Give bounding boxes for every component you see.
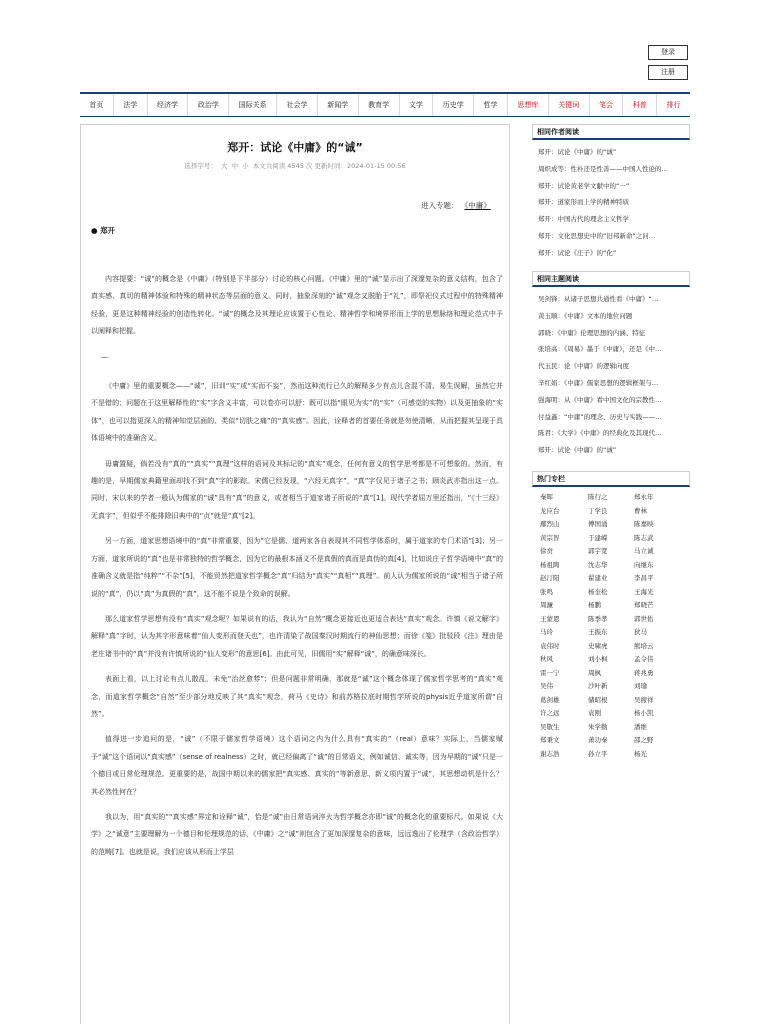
nav-item[interactable]: 关键词	[549, 94, 590, 116]
column-author-link[interactable]: 储昭根	[588, 695, 608, 704]
related-author-item[interactable]: 郑开：试论《中庸》的“诚”	[538, 148, 617, 156]
related-author-item[interactable]: 郑开：试论《庄子》的“化”	[538, 248, 617, 257]
column-author-link[interactable]: 鄢烈山	[540, 520, 560, 528]
nav-item[interactable]: 思想库	[508, 94, 549, 116]
related-author-item[interactable]: 郑开：中国古代的理念主义哲学	[538, 215, 629, 224]
column-author-link[interactable]: 龙应台	[540, 506, 560, 515]
nav-item[interactable]: 笔会	[590, 94, 624, 116]
column-author-link[interactable]: 王海光	[634, 587, 654, 596]
column-author-link[interactable]: 刘瑜	[634, 682, 647, 690]
login-area	[648, 45, 688, 60]
article-meta	[81, 161, 509, 170]
column-author-link[interactable]: 史啸虎	[588, 641, 608, 650]
related-topic-list	[532, 287, 690, 463]
column-author-link[interactable]: 周濂	[540, 601, 553, 609]
column-author-link[interactable]: 周枫	[588, 668, 601, 677]
font-size-label: 选择字号：	[184, 162, 217, 170]
column-author-link[interactable]: 傅国涌	[588, 520, 608, 528]
column-author-link[interactable]: 张鸣	[540, 587, 553, 596]
column-author-link[interactable]: 郑晓芒	[634, 601, 654, 609]
nav-item[interactable]: 法学	[114, 94, 148, 116]
column-author-link[interactable]: 袁刚	[588, 709, 601, 717]
column-author-link[interactable]: 翟建业	[588, 574, 608, 582]
column-author-link[interactable]: 狄马	[634, 628, 647, 636]
related-author-panel	[532, 124, 690, 266]
column-author-link[interactable]: 朱学勤	[588, 722, 608, 731]
login-button[interactable]: 登录	[648, 45, 688, 60]
column-author-link[interactable]: 吴伟	[540, 682, 553, 690]
hot-columns-grid	[532, 487, 690, 765]
column-author-link[interactable]: 雷一宁	[540, 668, 560, 677]
nav-item[interactable]: 科普	[623, 94, 657, 116]
article-paragraph: 值得进一步追问的是，“诚”（不限于儒家哲学语境）这个语词之内为什么具有“真实的”（real）意味？实际上，当儒家赋予“诚”这个语词以“真实感”（sense of realness）之时，就已经偏离了“诚”的日常语义，例如诚信、诚实等，因为早期的“诚”只是一个德目或日常伦理规范。更重要的是，战国中期以来的儒家把“真实感、真实的”等新意思、新义项内置于“诚”，其思想动机是什么？其必然性何在？	[91, 735, 503, 796]
article-title: 郑开：试论《中庸》的“诚”	[227, 141, 363, 154]
nav-item[interactable]: 政治学	[188, 94, 229, 116]
related-author-item[interactable]: 郑开：试论黄老学文献中的“一”	[538, 181, 630, 190]
column-author-link[interactable]: 陈嘉映	[634, 520, 654, 528]
column-author-link[interactable]: 吴敬生	[540, 722, 560, 731]
column-author-link[interactable]: 郑秉文	[540, 736, 560, 744]
column-author-link[interactable]: 葛剑雄	[540, 695, 560, 704]
article-paragraph: 《中庸》里的重要概念——“诚”，旧训“实”或“实而不妄”，然而这种流行已久的解释多少有点儿含混不清、易生误解，虽然它并不是错的；问题在于这里解释性的“实”字含义丰富，可以卷亦可以舒：既可以指“眼见为实”的“实”（可感觉的实物）以及更抽象的“实体”，也可以指更深入的精神知觉层面的、类似“切肤之痛”的“真实感”。因此，诠释者的首要任务就是勿使清晰，从而把握其呈现于具体语境中的准确含义。	[91, 382, 503, 443]
article-body	[91, 271, 503, 869]
column-author-link[interactable]: 赵汀阳	[540, 574, 560, 582]
column-author-link[interactable]: 熊培云	[634, 641, 654, 650]
column-author-link[interactable]: 马立诚	[634, 547, 654, 555]
column-author-link[interactable]: 丁学良	[588, 506, 608, 515]
article-paragraph: 我以为，用“真实的”“真实感”界定和诠释“诚”，恰是“诚”由日常语词淬火为哲学概念亦即“诚”的概念化的重要标尺。如果说《大学》之“诚意”主要理解为一个德目和伦理规范的话，《中庸》之“诚”则包含了更加深邃复杂的意味，远远逸出了伦理学（含政治哲学）的范畴[7]。也就是说，我们应该从形而上学层	[91, 812, 503, 856]
column-author-link[interactable]: 秦晖	[540, 493, 553, 501]
column-author-link[interactable]: 沙叶新	[588, 682, 608, 690]
nav-item[interactable]: 首页	[80, 94, 114, 116]
column-author-link[interactable]: 杨祖陶	[540, 560, 560, 569]
article-paragraph: 表面上看，以上讨论有点儿散乱，未免“治丝愈棼”；但是问题非常明确，那就是“诚”这个概念体现了儒家哲学思考的“真实”观念，而道家哲学概念“自然”至少部分地反映了其“真实”观念，荷马《史诗》和前苏格拉底时期哲学所说的physis近乎道家所谓“自然”。	[91, 675, 503, 718]
related-topic-title: 相同主题阅读	[532, 271, 690, 287]
column-author-link[interactable]: 秋风	[540, 655, 553, 663]
column-author-link[interactable]: 向继东	[634, 560, 654, 569]
column-author-link[interactable]: 潘维	[634, 722, 647, 731]
related-topic-item[interactable]: 郑开：试论《中庸》的“诚”	[538, 446, 617, 455]
column-author-link[interactable]: 刘小枫	[588, 655, 608, 663]
column-author-link[interactable]: 黄宗智	[540, 533, 560, 542]
register-area	[648, 65, 688, 80]
nav-item[interactable]: 国际关系	[229, 94, 277, 116]
font-size-small[interactable]: 小	[242, 162, 249, 170]
nav-item[interactable]: 哲学	[474, 94, 508, 116]
related-author-item[interactable]: 郑开：文化思想史中的“旧邦新命”之问…	[538, 231, 656, 240]
column-author-link[interactable]: 杨鹏	[588, 601, 601, 609]
related-topic-item[interactable]: 陈君：《大学》《中庸》的经典化及其现代…	[538, 429, 662, 438]
font-size-big[interactable]: 大	[221, 162, 228, 170]
column-author-link[interactable]: 郭宇宽	[588, 547, 608, 555]
column-author-link[interactable]: 王振东	[588, 628, 608, 636]
nav-item[interactable]: 排行	[666, 101, 681, 109]
related-topic-panel	[532, 271, 690, 463]
related-topic-item[interactable]: 代玉民：论《中庸》的逻辑向度	[538, 362, 629, 371]
article-author[interactable]: ● 郑开	[91, 226, 116, 235]
column-author-link[interactable]: 袁伟时	[540, 641, 560, 650]
related-topic-item[interactable]: 吴剑锋：从诸子思想共通性看《中庸》“…	[538, 295, 659, 303]
article-paragraph: —	[101, 352, 108, 361]
hot-columns-title: 热门专栏	[532, 471, 690, 487]
column-author-link[interactable]: 李昌平	[634, 574, 654, 582]
main-nav	[80, 92, 690, 117]
article-paragraph: 另一方面，道家思想语境中的“真”非常重要，因为“它是儒、道两家各自表现其不同哲学体系时，属于道家的专门术语”[3]；另一方面，道家所说的“真”也是非常独特的哲学概念，因为它的最根本涵义不是真假的真而是真伪的真[4]，比如说庄子哲学语境中“真”的准确含义就是指“纯粹”“不杂”[5]，不能贸然把道家哲学概念“真”归结为“真实”“真相”“真理”。前人认为儒家所说的“诚”相当于诸子所说的“真”，仍以“真”为真假的“真”，这不能不说是个致命的误解。	[91, 537, 503, 598]
column-author-link[interactable]: 谢志浩	[540, 749, 560, 758]
related-topic-item[interactable]: 付益鑫：“中庸”的理念、历史与实践——…	[538, 412, 662, 421]
related-topic-item[interactable]: 辛红娟：《中庸》儒家思想的逻辑框架与…	[538, 378, 659, 387]
nav-item[interactable]: 新闻学	[318, 94, 359, 116]
column-author-link[interactable]: 孟令伟	[634, 655, 654, 663]
column-author-link[interactable]: 于建嵘	[588, 533, 608, 542]
topic-link[interactable]: 《中庸》	[464, 201, 491, 210]
related-topic-item[interactable]: 强海明：从《中庸》看中国文化的宗教性…	[538, 395, 662, 404]
column-author-link[interactable]: 陈季孝	[588, 614, 608, 623]
font-size-mid[interactable]: 中	[231, 162, 239, 170]
read-count-update-time: 本文共阅读 4545 次 更新时间：2024-01-15 00:56	[252, 162, 406, 170]
related-author-item[interactable]: 郑开：道家形而上学的精神特质	[538, 198, 629, 207]
related-topic-item[interactable]: 郭晓：《中庸》伦理思想的内涵、特征	[538, 328, 646, 337]
column-author-link[interactable]: 杨小凯	[634, 709, 654, 717]
column-author-link[interactable]: 吴稼祥	[634, 695, 654, 704]
column-author-link[interactable]: 杨光	[634, 749, 647, 758]
nav-item[interactable]: 经济学	[148, 94, 189, 116]
column-author-link[interactable]: 郭世佑	[634, 614, 654, 623]
column-author-link[interactable]: 陈行之	[588, 493, 608, 501]
article-paragraph: 内容提要：“诚”的概念是《中庸》（特别是下半部分）讨论的核心问题。《中庸》里的“诚”显示出了深邃复杂的意义结构，包含了真实感、真切的精神体验和特殊的精神状态等层面的意义。同时，抽象深刻的“诚”观念又脱胎于“礼”，即祭祀仪式过程中的特殊精神经验，更是这种精神经验的创造性转化。“诚”的概念及其理论应该置于心性论、精神哲学和境界形而上学的思想脉络和理论范式中予以阐释和把握。	[91, 275, 503, 336]
column-author-link[interactable]: 杨奎松	[588, 587, 608, 596]
column-author-link[interactable]: 陈志武	[634, 533, 654, 542]
column-author-link[interactable]: 王蒙恩	[540, 614, 560, 623]
nav-item[interactable]: 文学	[400, 94, 434, 116]
topic-label: 进入专题：	[421, 201, 459, 210]
column-author-link[interactable]: 许之远	[540, 709, 560, 717]
related-author-title: 相同作者阅读	[532, 124, 690, 140]
article-paragraph: 那么道家哲学思想有没有“真实”观念呢？如果说有的话，我认为“自然”概念更接近也更适合表达“真实”观念。许慎《说文解字》解释“真”字时，认为其字形意味着“仙人变形而登天也”，也许清染了战国秦汉时期流行的神仙思想；而徐《笺》批驳段《注》理由是老庄诸书中的“真”并没有许慎所说的“仙人变形”的意思[6]。由此可见，旧儒用“实”解释“诚”，的确意味深长。	[91, 614, 503, 658]
related-author-item[interactable]: 周炽成等：性朴还是性善——中国人性论的…	[538, 164, 668, 173]
related-topic-item[interactable]: 张培高：《周易》墨于《中庸》，还是《中…	[538, 345, 662, 354]
topic-entry	[421, 200, 491, 211]
column-author-link[interactable]: 曹林	[634, 506, 647, 515]
column-author-link[interactable]: 邵之野	[634, 736, 654, 744]
column-author-link[interactable]: 孙立平	[588, 749, 608, 758]
column-author-link[interactable]: 徐贲	[540, 547, 553, 555]
article-paragraph: 毋庸置疑，倘若没有“真的”“真实”“真理”这样的语词及其标记的“真实”观念，任何有意义的哲学思考都是不可想象的。然而，有趣的是，早期儒家典籍里面却找不到“真”字的影踪。宋儒已经发现，“六经无真字”，“真”字仅见于诸子之书；顾炎武亦指出这一点。同时，宋以来的学者一般认为儒家的“诚”具有“真”的意义，或者相当于道家诸子所说的“真”[1]。现代学者屈万里还指出，“《十三经》无真字”，但似乎不能排除旧典中的“贞”就是“真”[2]。	[91, 459, 503, 520]
hot-columns-panel	[532, 471, 690, 765]
column-author-link[interactable]: 蒋兆勇	[634, 668, 654, 677]
column-author-link[interactable]: 沈志华	[588, 560, 608, 569]
nav-item[interactable]: 社会学	[277, 94, 318, 116]
related-topic-item[interactable]: 黄玉顺：《中庸》文本的地位问题	[538, 311, 633, 320]
nav-item[interactable]: 历史学	[433, 94, 474, 116]
nav-item[interactable]: 教育学	[359, 94, 400, 116]
article-panel	[80, 124, 510, 1024]
column-author-link[interactable]: 马玲	[540, 628, 553, 636]
related-author-list	[532, 140, 690, 266]
column-author-link[interactable]: 郑永年	[634, 493, 654, 501]
column-author-link[interactable]: 萧功秦	[588, 736, 608, 744]
register-button[interactable]: 注册	[648, 65, 688, 80]
